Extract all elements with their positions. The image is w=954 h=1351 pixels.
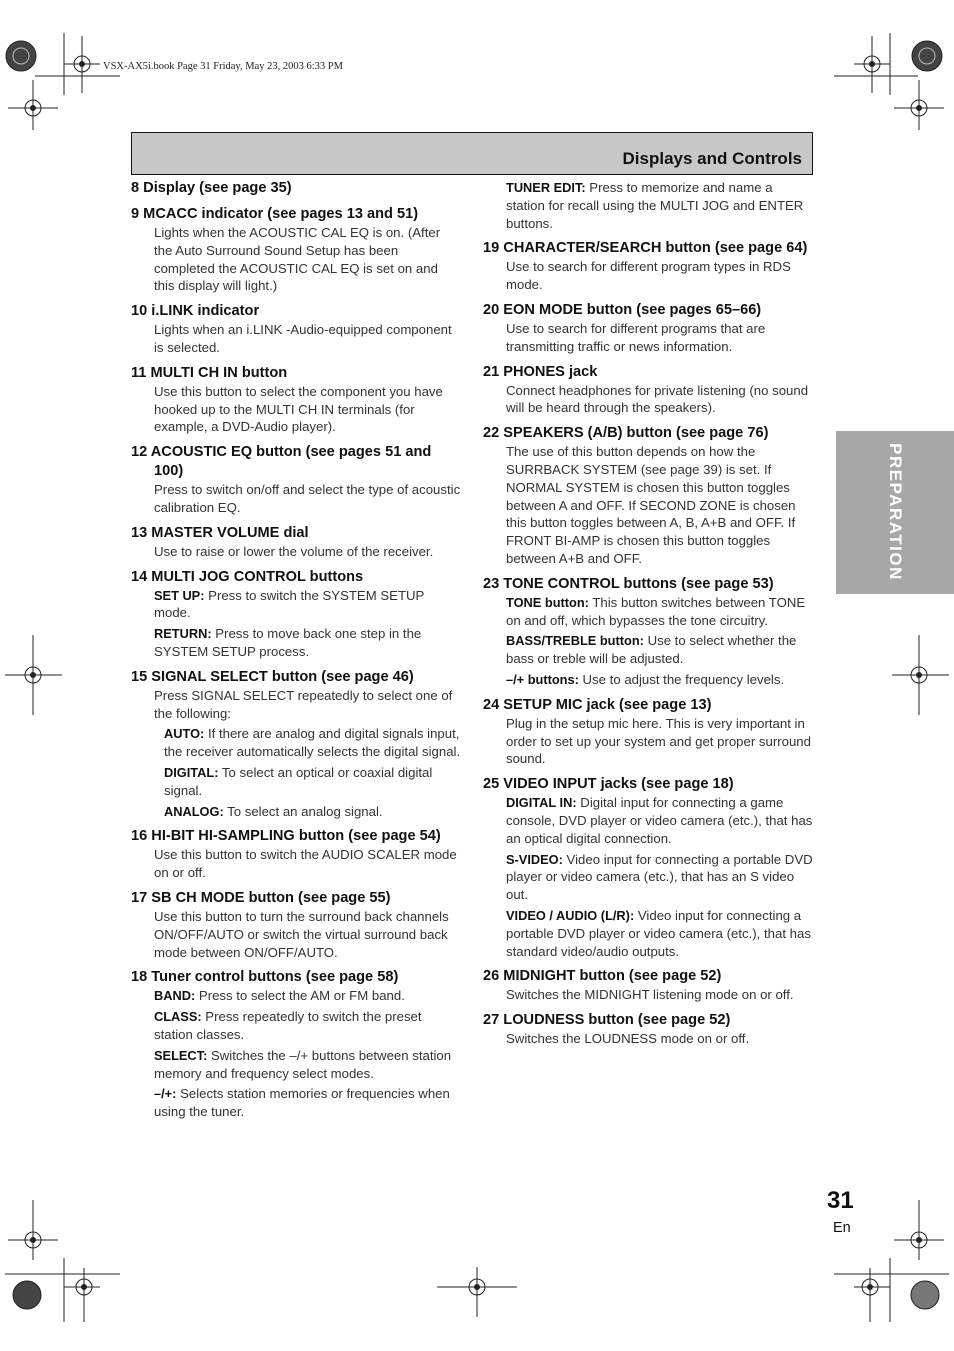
description-text: The use of this button depends on how the SURRBACK SYSTEM (see page 39) is set. If NORMAL SYSTEM is chosen this button toggles between A and OFF. If SECOND ZONE is chosen this button toggles between A, B, A+B and OFF. If FRONT BI-AMP is chosen this button toggles between A+B and OFF.: [506, 444, 796, 566]
control-description: [164, 764, 461, 800]
control-heading: 26 MIDNIGHT button (see page 52): [483, 968, 722, 985]
description-label: BAND:: [154, 988, 196, 1004]
description-text: Press to switch on/off and select the type of acoustic calibration EQ.: [154, 482, 461, 515]
description-text: Press repeatedly to switch the preset station classes.: [154, 1009, 422, 1042]
registration-mark-bottom-left: [0, 1200, 130, 1351]
control-heading: 22 SPEAKERS (A/B) button (see page 76): [483, 425, 769, 442]
page-number: 31: [827, 1187, 854, 1214]
description-label: VIDEO / AUDIO (L/R):: [506, 907, 635, 923]
control-item: [131, 827, 461, 882]
description-label: AUTO:: [164, 726, 205, 742]
description-text: Digital input for connecting a game console, DVD player or video camera (etc.), that has an optical digital connection.: [506, 795, 813, 846]
control-heading: 17 SB CH MODE button (see page 55): [131, 889, 391, 906]
control-heading: 14 MULTI JOG CONTROL buttons: [131, 568, 364, 585]
description-text: Selects station memories or frequencies when using the tuner.: [154, 1086, 450, 1120]
description-label: BASS/TREBLE button:: [506, 633, 644, 649]
right-column: [483, 179, 813, 1055]
control-item: [131, 889, 461, 961]
control-heading: 18 Tuner control buttons (see page 58): [131, 969, 399, 986]
control-item: [483, 363, 813, 418]
control-description: [154, 846, 461, 882]
control-heading: 23 TONE CONTROL buttons (see page 53): [483, 575, 774, 592]
description-text: Use this button to switch the AUDIO SCALER mode on or off.: [154, 847, 457, 881]
description-label: SELECT:: [154, 1047, 208, 1063]
control-description: [154, 383, 461, 436]
control-description: [154, 1008, 461, 1044]
control-description: [154, 481, 461, 517]
chapter-tab: [836, 431, 954, 594]
control-description: [506, 632, 813, 668]
description-text: Use to raise or lower the volume of the receiver.: [154, 543, 434, 559]
description-text: Switches the LOUDNESS mode on or off.: [506, 1031, 750, 1047]
description-text: Connect headphones for private listening (no sound will be heard through the speakers).: [506, 382, 809, 416]
description-label: RETURN:: [154, 626, 212, 642]
control-description: [506, 986, 813, 1004]
description-text: Press to select the AM or FM band.: [195, 988, 405, 1004]
control-description: [506, 851, 813, 904]
control-item: [131, 668, 461, 821]
control-description: [154, 321, 461, 357]
description-text: Use to adjust the frequency levels.: [578, 671, 785, 687]
description-text: Lights when an i.LINK -Audio-equipped component is selected.: [154, 322, 452, 355]
description-text: To select an analog signal.: [223, 803, 383, 819]
control-description: [154, 543, 461, 561]
control-item: [131, 364, 461, 436]
control-item: [131, 205, 461, 295]
description-label: TUNER EDIT:: [506, 180, 586, 195]
control-heading: 11 MULTI CH IN button: [131, 364, 288, 381]
control-item: [131, 968, 461, 1121]
description-text: Press to memorize and name a station for recall using the MULTI JOG and ENTER buttons.: [506, 180, 804, 231]
control-description: [506, 671, 813, 689]
left-column: [131, 179, 461, 1128]
description-text: This button switches between TONE on and off, which bypasses the tone circuitry.: [506, 594, 806, 628]
description-text: If there are analog and digital signals input, the receiver automatically selects the digital signal.: [164, 726, 461, 760]
section-title: Displays and Controls: [622, 149, 802, 168]
description-text: Use to select whether the bass or treble will be adjusted.: [506, 633, 797, 667]
control-heading: 12 ACOUSTIC EQ button (see pages 51 and 100): [131, 444, 432, 480]
control-item: [131, 568, 461, 661]
control-heading: 13 MASTER VOLUME dial: [131, 524, 309, 541]
control-item: [483, 179, 813, 232]
control-description: [506, 443, 813, 568]
description-text: Use this button to select the component you have hooked up to the MULTI CH IN terminals (for example, a DVD-Audio player).: [154, 383, 443, 435]
control-item: [483, 301, 813, 356]
registration-mark-mid-right: [884, 630, 954, 720]
control-description: [506, 794, 813, 847]
control-description: [506, 907, 813, 960]
chapter-tab-label: PREPARATION: [886, 443, 905, 581]
description-label: –/+ buttons:: [506, 671, 579, 687]
control-description: [154, 625, 461, 661]
page-language: En: [833, 1220, 851, 1236]
control-heading: 24 SETUP MIC jack (see page 13): [483, 696, 712, 713]
control-item: [131, 179, 461, 198]
book-slug: VSX-AX5i.book Page 31 Friday, May 23, 2003 6:33 PM: [103, 61, 343, 72]
description-text: Video input for connecting a portable DVD player or video camera (etc.), that has standard video/audio outputs.: [506, 907, 811, 959]
description-text: Lights when the ACOUSTIC CAL EQ is on. (After the Auto Surround Sound Setup has been completed the ACOUSTIC CAL EQ is set on and this display will light.): [154, 225, 441, 294]
control-description: [506, 320, 813, 356]
control-item: [483, 239, 813, 294]
description-text: Use to search for different program types in RDS mode.: [506, 259, 791, 293]
control-heading: 19 CHARACTER/SEARCH button (see page 64): [483, 240, 808, 257]
control-description: [506, 594, 813, 630]
section-header: [131, 132, 813, 175]
description-text: Press to move back one step in the SYSTEM SETUP process.: [154, 626, 422, 659]
description-text: Press to switch the SYSTEM SETUP mode.: [154, 587, 425, 621]
description-label: DIGITAL IN:: [506, 795, 577, 811]
control-description: [164, 803, 461, 821]
description-text: Switches the MIDNIGHT listening mode on or off.: [506, 987, 794, 1003]
control-description: [506, 1030, 813, 1048]
control-description: [506, 382, 813, 418]
control-heading: 8 Display (see page 35): [131, 180, 292, 196]
description-text: Use to search for different programs that are transmitting traffic or news information.: [506, 320, 766, 354]
description-text: Use this button to turn the surround back channels ON/OFF/AUTO or switch the virtual surround back mode between ON/OFF/AUTO.: [154, 908, 449, 960]
control-heading: 10 i.LINK indicator: [131, 303, 260, 320]
control-description: [506, 179, 813, 232]
description-label: ANALOG:: [164, 803, 224, 819]
control-item: [483, 696, 813, 768]
control-heading: 25 VIDEO INPUT jacks (see page 18): [483, 776, 734, 793]
description-text: To select an optical or coaxial digital signal.: [164, 764, 433, 798]
description-label: –/+:: [154, 1086, 177, 1102]
control-item: [131, 302, 461, 357]
control-description: [164, 725, 461, 761]
registration-mark-top-right: [824, 0, 954, 130]
description-text: Switches the –/+ buttons between station memory and frequency select modes.: [154, 1047, 452, 1081]
description-label: TONE button:: [506, 594, 589, 610]
control-description: [154, 1047, 461, 1083]
control-heading: 20 EON MODE button (see pages 65–66): [483, 301, 762, 318]
control-heading: 9 MCACC indicator (see pages 13 and 51): [131, 206, 419, 222]
registration-mark-top-left: [0, 0, 130, 130]
registration-mark-bottom-center: [437, 1262, 517, 1322]
description-text: Press SIGNAL SELECT repeatedly to select one of the following:: [154, 687, 453, 721]
control-item: [483, 1011, 813, 1048]
control-heading: 15 SIGNAL SELECT button (see page 46): [131, 668, 414, 685]
control-item: [483, 575, 813, 689]
description-label: CLASS:: [154, 1009, 202, 1025]
control-description: [154, 224, 461, 295]
control-description: [154, 987, 461, 1005]
control-description: [154, 587, 461, 623]
control-item: [131, 524, 461, 561]
description-text: Video input for connecting a portable DVD player or video camera (etc.), that has an S video out.: [506, 851, 813, 903]
registration-mark-mid-left: [0, 630, 70, 720]
control-heading: 21 PHONES jack: [483, 363, 598, 380]
control-item: [483, 775, 813, 960]
control-item: [131, 443, 461, 517]
description-label: DIGITAL:: [164, 764, 219, 780]
control-heading: 27 LOUDNESS button (see page 52): [483, 1012, 731, 1029]
control-description: [154, 908, 461, 961]
control-description: [154, 687, 461, 723]
control-item: [483, 967, 813, 1004]
control-description: [506, 715, 813, 768]
control-item: [483, 424, 813, 568]
control-description: [154, 1085, 461, 1121]
description-label: SET UP:: [154, 587, 205, 603]
description-text: Plug in the setup mic here. This is very important in order to set up your system and get proper surround sound.: [506, 715, 811, 767]
control-heading: 16 HI-BIT HI-SAMPLING button (see page 54): [131, 828, 441, 845]
control-description: [506, 258, 813, 294]
description-label: S-VIDEO:: [506, 851, 563, 867]
